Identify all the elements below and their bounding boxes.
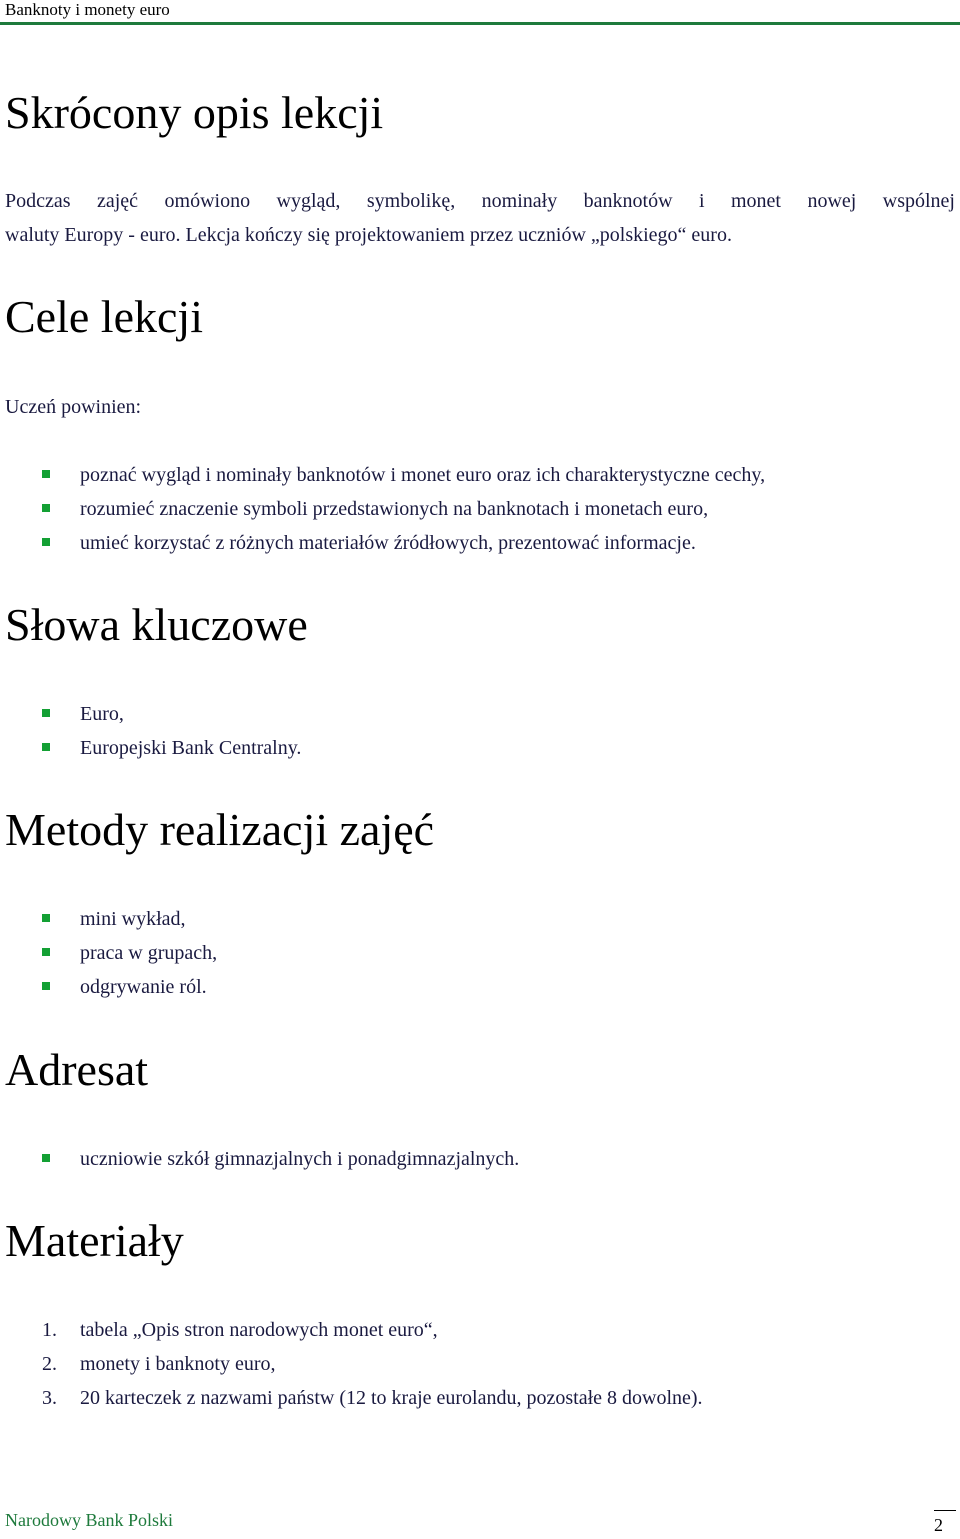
bullet-icon [42, 743, 50, 751]
page-number: 2 [934, 1515, 943, 1535]
bullet-icon [42, 504, 50, 512]
keywords-heading: Słowa kluczowe [5, 599, 308, 650]
materials-heading: Materiały [5, 1215, 184, 1266]
summary-heading: Skrócony opis lekcji [5, 87, 384, 138]
running-header: Banknoty i monety euro [5, 0, 170, 19]
header-rule [0, 22, 960, 25]
goals-heading: Cele lekcji [5, 291, 203, 342]
audience-heading: Adresat [5, 1044, 149, 1095]
page-number-rule [934, 1510, 956, 1511]
bullet-icon [42, 1154, 50, 1162]
methods-heading: Metody realizacji zajęć [5, 804, 435, 855]
goals-lead: Uczeń powinien: [5, 396, 142, 418]
footer-publisher: Narodowy Bank Polski [5, 1510, 173, 1530]
summary-paragraph [5, 184, 955, 252]
bullet-icon [42, 948, 50, 956]
summary-line-1: Podczas zajęć omówiono wygląd, symbolikę, nominały banknotów i monet nowej wspólnej [5, 190, 955, 212]
bullet-icon [42, 709, 50, 717]
summary-line-2: waluty Europy - euro. Lekcja kończy się projektowaniem przez uczniów „polskiego“ euro. [5, 224, 732, 246]
bullet-icon [42, 982, 50, 990]
bullet-icon [42, 470, 50, 478]
bullet-icon [42, 914, 50, 922]
bullet-icon [42, 538, 50, 546]
